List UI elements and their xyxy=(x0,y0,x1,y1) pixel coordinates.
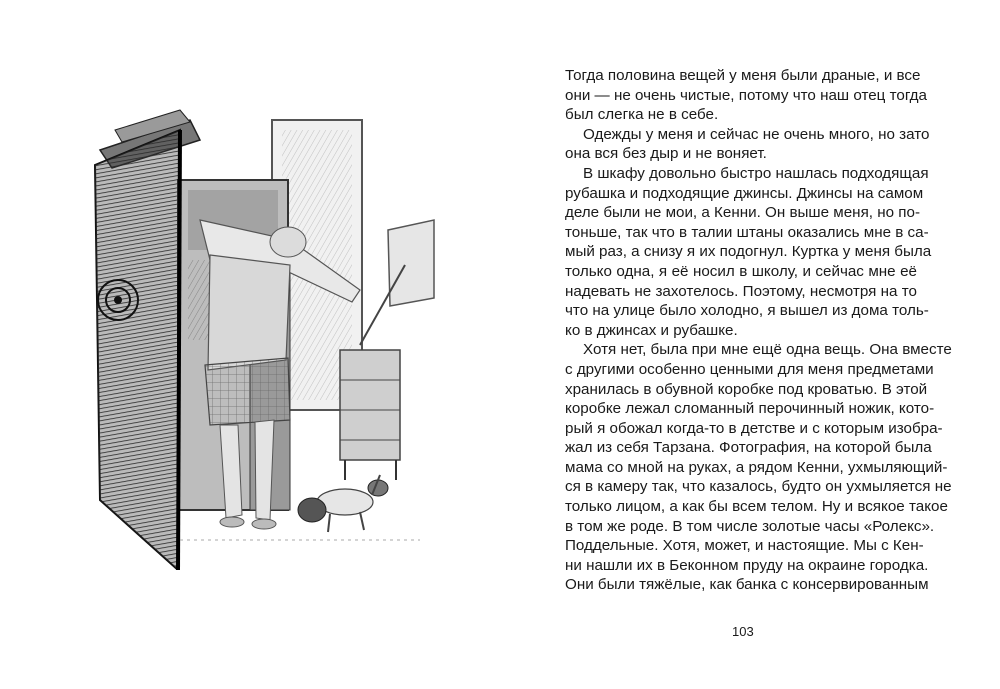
text-line: хранилась в обувной коробке под кроватью. В этой xyxy=(565,380,928,398)
text-line: с другими особенно ценными для меня предметами xyxy=(565,360,934,378)
text-line: Поддельные. Хотя, может, и настоящие. Мы с Кен- xyxy=(565,537,924,555)
text-line: мый раз, а снизу я их подогнул. Куртка у меня была xyxy=(565,243,932,261)
wardrobe-illustration xyxy=(60,70,440,570)
text-line: Одежды у меня и сейчас не очень много, но зато xyxy=(583,125,930,143)
text-line: жал из себя Тарзана. Фотография, на которой была xyxy=(565,439,932,457)
text-line: был слегка не в себе. xyxy=(565,106,719,124)
dog xyxy=(298,475,388,532)
text-line: она вся без дыр и не воняет. xyxy=(565,145,767,163)
text-line: Тогда половина вещей у меня были драные, и все xyxy=(565,67,921,84)
text-line: Хотя нет, была при мне ещё одна вещь. Она вместе xyxy=(583,341,952,359)
text-line: ко в джинсах и рубашке. xyxy=(565,321,738,339)
text-line: ни нашли их в Беконном пруду на окраине городка. xyxy=(565,556,929,574)
text-line: рый я обожал когда-то в детстве и с которым изобра- xyxy=(565,419,943,437)
wall-picture xyxy=(388,220,434,306)
text-line: надевать не захотелось. Поэтому, несмотря на то xyxy=(565,282,917,300)
text-line: мама со мной на руках, а рядом Кенни, ухмыляющий- xyxy=(565,458,948,476)
body-text xyxy=(565,66,952,595)
wardrobe-door xyxy=(95,130,180,570)
text-line: в том же роде. В том числе золотые часы «Ролекс». xyxy=(565,517,935,535)
text-line: что на улице было холодно, я вышел из дома толь- xyxy=(565,302,929,320)
page-number-label: 103 xyxy=(732,624,754,639)
text-line: Они были тяжёлые, как банка с консервированным xyxy=(565,576,929,594)
text-line: ся в камеру так, что казалось, будто он ухмыляется не xyxy=(565,478,952,496)
text-line: деле были не мои, а Кенни. Он выше меня, но по- xyxy=(565,204,921,222)
text-line: только лицом, а как бы всем телом. Ну и всякое такое xyxy=(565,498,948,516)
text-line: коробке лежал сломанный перочинный ножик, кото- xyxy=(565,400,935,418)
right-page xyxy=(500,0,1000,689)
text-line: тоньше, так что в талии штаны оказались мне в са- xyxy=(565,223,929,241)
text-line: только одна, я её носил в школу, и сейчас мне её xyxy=(565,262,917,280)
text-line: они — не очень чистые, потому что наш отец тогда xyxy=(565,86,927,104)
text-line: В шкафу довольно быстро нашлась подходящая xyxy=(583,164,929,182)
text-line: рубашка и подходящие джинсы. Джинсы на самом xyxy=(565,184,924,202)
